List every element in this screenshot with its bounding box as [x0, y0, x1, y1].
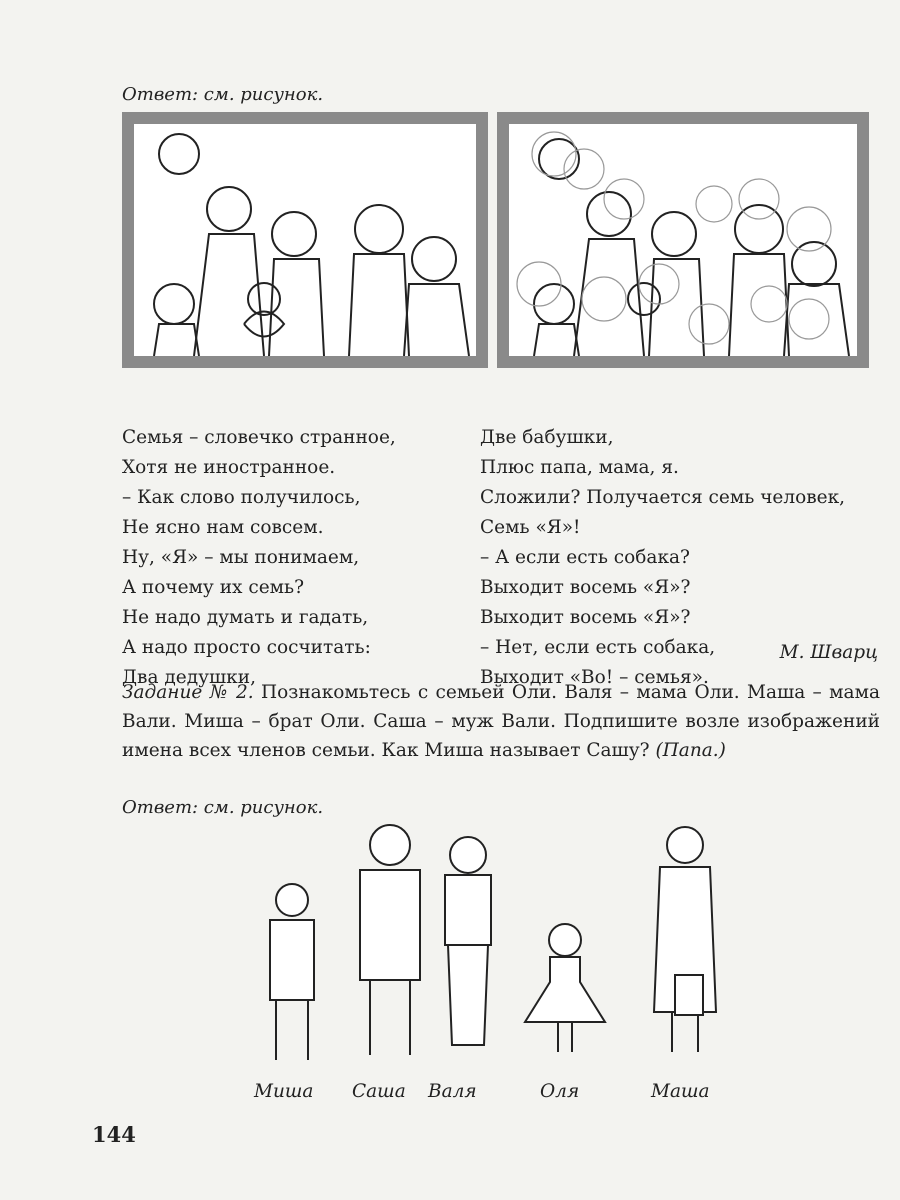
task-2-paragraph	[122, 678, 880, 765]
poem-line: А надо просто сосчитать:	[122, 637, 371, 658]
poem-line: Выходит восемь «Я»?	[480, 607, 691, 628]
answer-label-bottom: Ответ: см. рисунок.	[122, 797, 324, 818]
poem-left-column	[122, 423, 396, 693]
poem-line: – Нет, если есть собака,	[480, 637, 716, 658]
answer-label-top: Ответ: см. рисунок.	[122, 84, 324, 105]
family-picture-left	[122, 112, 488, 368]
poem-line: Выходит «Во! – семья».	[480, 667, 709, 688]
family-illustration	[134, 124, 476, 356]
family-members-illustration	[240, 815, 740, 1075]
name-misha: Миша	[254, 1081, 314, 1102]
poem-line: – Как слово получилось,	[122, 487, 361, 508]
poem-line: А почему их семь?	[122, 577, 305, 598]
name-masha: Маша	[651, 1081, 710, 1102]
task-answer: (Папа.)	[655, 740, 726, 761]
task-label: Задание № 2.	[122, 682, 254, 703]
poem-line: – А если есть собака?	[480, 547, 690, 568]
poem-line: Выходит восемь «Я»?	[480, 577, 691, 598]
name-valya: Валя	[428, 1081, 477, 1102]
name-sasha: Саша	[352, 1081, 406, 1102]
family-illustration-with-differences	[509, 124, 857, 356]
poem-author: М. Шварц	[779, 642, 878, 663]
page-number: 144	[92, 1122, 136, 1147]
poem-line: Не надо думать и гадать,	[122, 607, 369, 628]
poem-line: Две бабушки,	[480, 427, 614, 448]
task-text: Познакомьтесь с семьей Оли. Валя – мама Оли. Маша – мама Вали. Миша – брат Оли. Саша – муж Вали. Подпишите возле изображений имена всех членов семьи. Как Миша называет Сашу?	[122, 682, 880, 761]
poem-line: Семья – словечко странное,	[122, 427, 396, 448]
poem-line: Не ясно нам совсем.	[122, 517, 324, 538]
poem-line: Семь «Я»!	[480, 517, 581, 538]
poem-line: Плюс папа, мама, я.	[480, 457, 679, 478]
poem-line: Два дедушки,	[122, 667, 256, 688]
poem-line: Сложили? Получается семь человек,	[480, 487, 846, 508]
name-olya: Оля	[540, 1081, 580, 1102]
family-picture-right	[497, 112, 869, 368]
poem-line: Ну, «Я» – мы понимаем,	[122, 547, 360, 568]
poem-line: Хотя не иностранное.	[122, 457, 336, 478]
